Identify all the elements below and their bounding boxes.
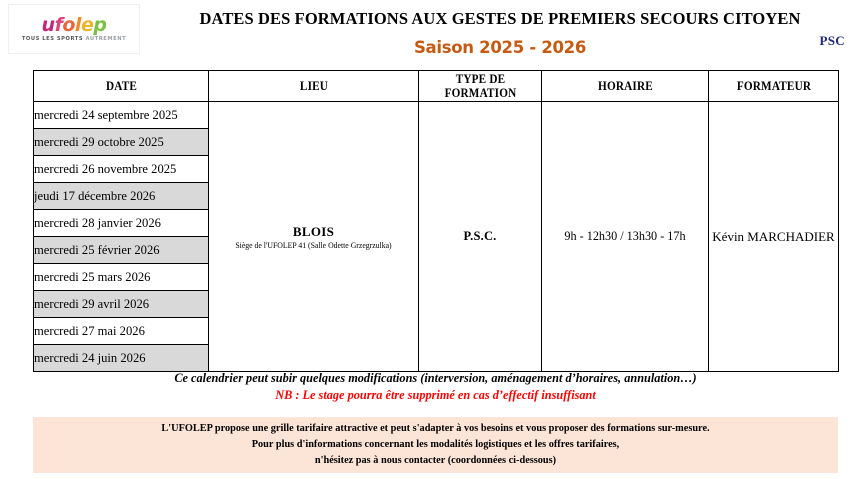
footer-line-3: n'hésitez pas à nous contacter (coordonnées ci-dessous) [314, 454, 557, 466]
cell-lieu [209, 102, 419, 372]
logo-letter-f: f [54, 14, 63, 36]
column-header-type-line1: TYPE DE [455, 71, 505, 86]
lieu-city: BLOIS [292, 223, 335, 239]
page-title: DATES DES FORMATIONS AUX GESTES DE PREMIERS SECOURS CITOYEN [199, 9, 801, 28]
page-header [0, 0, 863, 62]
footer-line-2: Pour plus d'informations concernant les modalités logistiques et les offres tarifaires, [251, 439, 620, 451]
schedule-table-body [34, 102, 839, 372]
cell-date: jeudi 17 décembre 2026 [34, 183, 209, 210]
schedule-table-wrapper [33, 70, 838, 372]
cell-horaire [542, 102, 709, 372]
cell-date: mercredi 26 novembre 2025 [34, 156, 209, 183]
cell-type-formation [419, 102, 542, 372]
ufolep-logo [8, 4, 140, 54]
calendar-notes [33, 370, 838, 403]
cell-date: mercredi 24 septembre 2025 [34, 102, 209, 129]
formateur-value: Kévin MARCHADIER [712, 228, 835, 244]
cell-date: mercredi 28 janvier 2026 [34, 210, 209, 237]
cell-date: mercredi 27 mai 2026 [34, 318, 209, 345]
column-header-type-line2: FORMATION [444, 86, 516, 100]
cell-date: mercredi 25 février 2026 [34, 237, 209, 264]
logo-letter-e: e [80, 14, 94, 36]
column-header-lieu: LIEU [217, 71, 410, 102]
schedule-table [33, 70, 839, 372]
type-formation-value: P.S.C. [463, 229, 497, 243]
column-header-formateur: FORMATEUR [714, 71, 834, 102]
footer-line-1: L'UFOLEP propose une grille tarifaire attractive et peut s'adapter à vos besoins et vous proposer des formations sur-mesure. [161, 423, 710, 435]
cell-formateur [709, 102, 839, 372]
logo-tagline-part2: AUTREMENT [85, 36, 127, 42]
note-cancellation: NB : Le stage pourra être supprimé en cas d’effectif insuffisant [275, 387, 596, 402]
logo-tagline [22, 36, 126, 42]
logo-letter-o: o [62, 14, 75, 36]
logo-letter-p: p [93, 14, 107, 36]
cell-date: mercredi 25 mars 2026 [34, 264, 209, 291]
column-header-horaire: HORAIRE [548, 71, 702, 102]
horaire-value: 9h - 12h30 / 13h30 - 17h [564, 229, 686, 243]
psc-badge: PSC [819, 33, 845, 48]
cell-date: mercredi 29 avril 2026 [34, 291, 209, 318]
column-header-date: DATE [41, 71, 202, 102]
table-header-row [34, 71, 839, 102]
column-header-type-formation [423, 71, 536, 102]
lieu-detail: Siège de l'UFOLEP 41 (Salle Odette Grzegrzulka) [235, 240, 392, 250]
pricing-info-box [33, 417, 838, 473]
logo-letter-u: u [41, 14, 55, 36]
note-modifications: Ce calendrier peut subir quelques modifications (interversion, aménagement d’horaires, annulation…) [174, 371, 697, 385]
logo-letter-l: l [74, 14, 81, 36]
logo-tagline-part1: TOUS LES SPORTS [21, 36, 84, 42]
cell-date: mercredi 24 juin 2026 [34, 345, 209, 372]
logo-wordmark [42, 16, 107, 35]
cell-date: mercredi 29 octobre 2025 [34, 129, 209, 156]
table-row [34, 102, 839, 129]
season-subtitle: Saison 2025 - 2026 [413, 38, 587, 57]
